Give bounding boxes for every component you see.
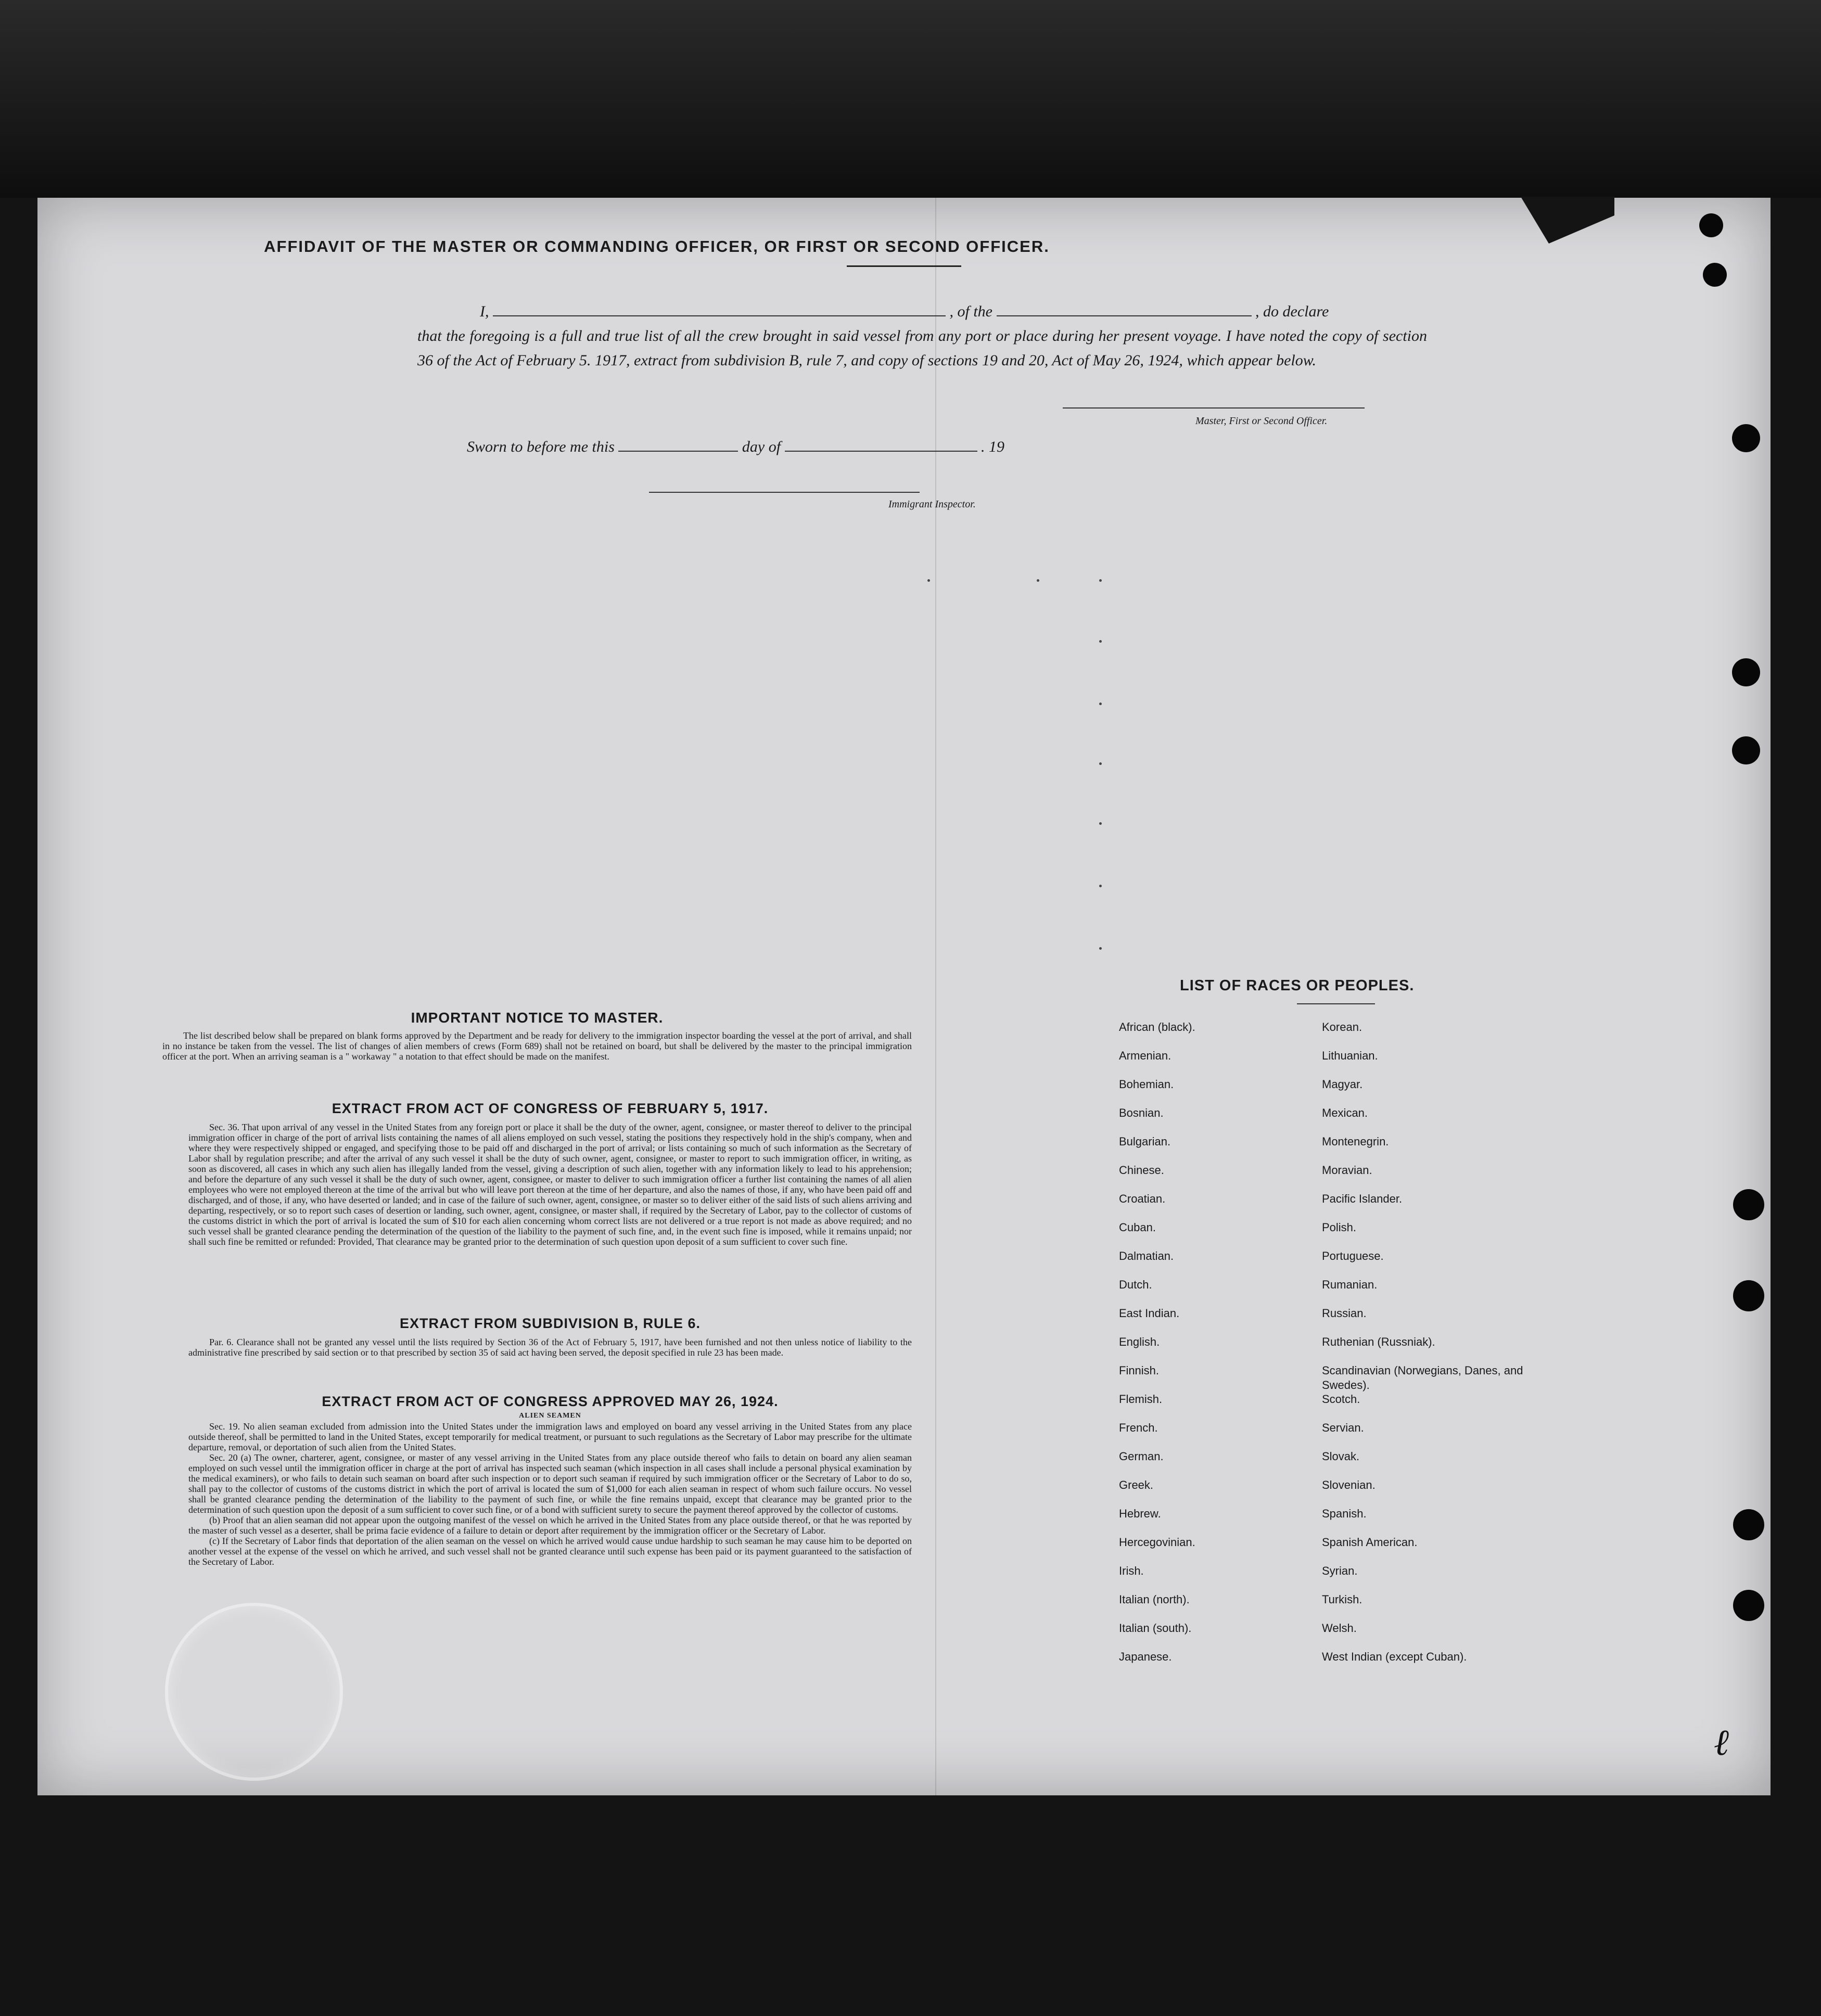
par-6-paragraph: Par. 6. Clearance shall not be granted any vessel until the lists required by Section 36 of the Act of February 5, 1917, have been furnished and not then unless notice of liability to the administrative fine prescribed by said section or to that prescribed by section 35 of said act having been served, the deposit specified in rule 23 has been made. bbox=[188, 1337, 912, 1358]
vessel-blank[interactable] bbox=[997, 315, 1252, 316]
race-item: Hebrew. bbox=[1119, 1507, 1161, 1520]
race-item: Scandinavian (Norwegians, Danes, and Swedes). bbox=[1322, 1364, 1523, 1392]
month-blank[interactable] bbox=[785, 450, 977, 452]
manifest-back-page bbox=[37, 198, 1771, 1795]
race-item: Spanish American. bbox=[1322, 1536, 1418, 1549]
punch-hole bbox=[1733, 1590, 1764, 1621]
race-item: German. bbox=[1119, 1450, 1164, 1463]
punch-hole bbox=[1733, 1189, 1764, 1220]
handwritten-mark: ℓ bbox=[1713, 1723, 1729, 1763]
race-item: Croatian. bbox=[1119, 1192, 1166, 1205]
punch-hole bbox=[1733, 1280, 1764, 1311]
race-item: East Indian. bbox=[1119, 1307, 1180, 1320]
affidavit-do-declare: , do declare bbox=[1255, 303, 1329, 320]
act-1924-text bbox=[188, 1421, 912, 1567]
race-item: Flemish. bbox=[1119, 1393, 1163, 1406]
race-item: Mexican. bbox=[1322, 1106, 1368, 1119]
punch-hole bbox=[1699, 213, 1723, 237]
sec-20a-paragraph: Sec. 20 (a) The owner, charterer, agent, consignee, or master of any vessel arriving in the United States from any place outside thereof who fails to detain on board any alien seaman employed on such vessel until the immigration officer in charge at the port of arrival has inspected such seaman (which inspection in all cases shall include a personal physical examination by the medical examiners), or who fails to detain such seaman on board after such inspection or to deport such seaman if required by such immigration officer or the Secretary of Labor to do so, shall pay to the collector of customs of the customs district in which the port of arrival is located the sum of $1,000 for each alien seaman in respect of whom such failure occurs. No vessel shall be granted clearance pending the determination of the liability to the payment of such fine, or while the fine remains unpaid, except that clearance may be granted prior to the determination of such question upon the deposit of a sum sufficient to cover such fine, or of a bond with sufficient surety to secure the payment thereof approved by the collector of customs. bbox=[188, 1452, 912, 1515]
act-1924-extract bbox=[188, 1394, 912, 1567]
race-item: Russian. bbox=[1322, 1307, 1367, 1320]
race-item: Finnish. bbox=[1119, 1364, 1160, 1377]
races-title: LIST OF RACES OR PEOPLES. bbox=[1180, 977, 1415, 994]
microfilm-border bbox=[0, 0, 1821, 198]
race-item: Bulgarian. bbox=[1119, 1135, 1171, 1148]
table-dot bbox=[1099, 703, 1102, 705]
sec-20c-paragraph: (c) If the Secretary of Labor finds that deportation of the alien seaman on the vessel on which he arrived would cause undue hardship to such seaman he may cause him to be deported on another vessel at the expense of the vessel on which he arrived, and such vessel shall not be granted clearance until such expense has been paid or its payment guaranteed to the satisfaction of the Secretary of Labor. bbox=[188, 1536, 912, 1567]
race-item: Italian (north). bbox=[1119, 1593, 1190, 1606]
race-item: Irish. bbox=[1119, 1564, 1144, 1577]
act-1917-text bbox=[188, 1122, 912, 1247]
torn-corner bbox=[1521, 197, 1614, 244]
race-item: Rumanian. bbox=[1322, 1278, 1378, 1291]
sworn-text-b: day of bbox=[742, 438, 781, 455]
race-item: Syrian. bbox=[1322, 1564, 1358, 1577]
act-1917-extract bbox=[188, 1101, 912, 1247]
embossed-seal bbox=[165, 1603, 343, 1781]
race-item: Greek. bbox=[1119, 1478, 1154, 1491]
punch-hole bbox=[1703, 263, 1727, 287]
race-item: Pacific Islander. bbox=[1322, 1192, 1403, 1205]
affidavit-declaration bbox=[417, 299, 1427, 373]
race-item: Dalmatian. bbox=[1119, 1249, 1174, 1262]
race-item: Japanese. bbox=[1119, 1650, 1172, 1663]
sworn-text-a: Sworn to before me this bbox=[467, 438, 615, 455]
race-item: Armenian. bbox=[1119, 1049, 1171, 1062]
important-notice bbox=[162, 1010, 912, 1062]
act-1917-title: EXTRACT FROM ACT OF CONGRESS OF FEBRUARY 5, 1917. bbox=[332, 1101, 769, 1116]
notice-title: IMPORTANT NOTICE TO MASTER. bbox=[411, 1010, 664, 1026]
punch-hole bbox=[1733, 1509, 1764, 1540]
race-item: Bohemian. bbox=[1119, 1078, 1174, 1091]
sworn-text-c: . 19 bbox=[981, 438, 1005, 455]
table-dot bbox=[1099, 947, 1102, 950]
table-dot bbox=[1099, 640, 1102, 643]
table-dot bbox=[1099, 822, 1102, 825]
rule-6-extract bbox=[188, 1316, 912, 1358]
affidavit-title: AFFIDAVIT OF THE MASTER OR COMMANDING OFFICER, OR FIRST OR SECOND OFFICER. bbox=[264, 237, 1050, 256]
race-item: Dutch. bbox=[1119, 1278, 1152, 1291]
alien-seamen-heading: ALIEN SEAMEN bbox=[519, 1412, 581, 1420]
race-item: Lithuanian. bbox=[1322, 1049, 1378, 1062]
notice-text bbox=[162, 1030, 912, 1062]
race-item: African (black). bbox=[1119, 1020, 1195, 1033]
race-item: Scotch. bbox=[1322, 1393, 1360, 1406]
race-item: Korean. bbox=[1322, 1020, 1362, 1033]
rule-6-text bbox=[188, 1337, 912, 1358]
race-item: Servian. bbox=[1322, 1421, 1364, 1434]
race-item: Magyar. bbox=[1322, 1078, 1363, 1091]
day-blank[interactable] bbox=[618, 450, 738, 452]
race-item: Spanish. bbox=[1322, 1507, 1367, 1520]
table-dot bbox=[1037, 579, 1039, 582]
master-signature-line[interactable] bbox=[1063, 407, 1365, 409]
affidavit-of-the: , of the bbox=[949, 303, 992, 320]
table-dot bbox=[1099, 885, 1102, 887]
race-item: Slovak. bbox=[1322, 1450, 1360, 1463]
race-item: Moravian. bbox=[1322, 1164, 1372, 1177]
sec-20b-paragraph: (b) Proof that an alien seaman did not appear upon the outgoing manifest of the vessel on which he arrived in the United States from any place outside thereof, or that he was reported by the master of such vessel as a deserter, shall be prima facie evidence of a failure to detain or deport after requirement by the immigration officer or the Secretary of Labor. bbox=[188, 1515, 912, 1536]
punch-hole bbox=[1732, 424, 1760, 452]
sec-19-paragraph: Sec. 19. No alien seaman excluded from admission into the United States under the immigration laws and employed on board any vessel arriving in the United States from any place outside thereof, shall be permitted to land in the United States, except temporarily for medical treatment, or pursuant to such regulations as the Secretary of Labor may prescribe for the ultimate departure, removal, or deportation of such alien from the United States. bbox=[188, 1421, 912, 1452]
race-item: Polish. bbox=[1322, 1221, 1357, 1234]
race-item: Turkish. bbox=[1322, 1593, 1362, 1606]
table-dot bbox=[927, 579, 930, 582]
inspector-label: Immigrant Inspector. bbox=[888, 499, 976, 510]
race-item: Bosnian. bbox=[1119, 1106, 1164, 1119]
act-1924-title: EXTRACT FROM ACT OF CONGRESS APPROVED MAY 26, 1924. bbox=[322, 1394, 779, 1409]
master-label: Master, First or Second Officer. bbox=[1195, 415, 1328, 427]
punch-hole bbox=[1732, 736, 1760, 764]
race-item: Italian (south). bbox=[1119, 1622, 1192, 1635]
table-dot bbox=[1099, 762, 1102, 765]
race-item: Ruthenian (Russniak). bbox=[1322, 1335, 1435, 1348]
affidavit-body: that the foregoing is a full and true list of all the crew brought in said vessel from any port or place during her present voyage. I have noted the copy of section 36 of the Act of February 5. 1917, extract from subdivision B, rule 7, and copy of sections 19 and 20, Act of May 26, 1924, which appear below. bbox=[417, 327, 1427, 369]
race-item: English. bbox=[1119, 1335, 1160, 1348]
name-blank[interactable] bbox=[493, 315, 946, 316]
race-item: Hercegovinian. bbox=[1119, 1536, 1195, 1549]
race-item: Welsh. bbox=[1322, 1622, 1357, 1635]
race-item: Slovenian. bbox=[1322, 1478, 1376, 1491]
race-item: French. bbox=[1119, 1421, 1158, 1434]
races-left-column bbox=[1119, 1020, 1195, 1678]
page-fold bbox=[935, 198, 936, 1795]
notice-paragraph: The list described below shall be prepared on blank forms approved by the Department and be ready for delivery to the immigration inspector boarding the vessel at the port of arrival, and shall in no instance be taken from the vessel. The list of changes of alien members of crews (Form 689) shall not be retained on board, but shall be delivered by the master to the principal immigration officer at the port. When an arriving seaman is a " workaway " a notation to that effect should be made on the manifest. bbox=[162, 1030, 912, 1062]
affidavit-i: I, bbox=[480, 303, 489, 320]
races-rule bbox=[1297, 1003, 1375, 1004]
sworn-statement bbox=[467, 438, 1004, 456]
table-dot bbox=[1099, 579, 1102, 582]
race-item: Chinese. bbox=[1119, 1164, 1164, 1177]
sec-36-paragraph: Sec. 36. That upon arrival of any vessel in the United States from any foreign port or place it shall be the duty of the owner, agent, consignee, or master thereof to deliver to the principal immigration officer in charge of the port of arrival lists containing the names of all aliens employed on such vessel, stating the positions they respectively hold in the ship's company, when and where they were respectively shipped or engaged, and specifying those to be paid off and discharged in the port of arrival; or lists containing so much of such information as the Secretary of Labor shall by regulation prescribe; and after the arrival of any such vessel it shall be the duty of such owner, agent, consignee, or master to report to such immigration officer, in writing, as soon as discovered, all cases in which any such alien has illegally landed from the vessel, giving a description of such alien, together with any information likely to lead to his apprehension; and before the departure of any such vessel it shall be the duty of such owner, agent, consignee, or master to deliver to such immigration officer a further list containing the names of all alien employees who were not employed thereon at the time of the arrival but who will leave port thereon at the time of her departure, and also the names of those, if any, who have been paid off and discharged, and of those, if any, who have deserted or landed; and in case of the failure of such owner, agent, consignee, or master so to deliver either of the said lists of such aliens arriving and departing, respectively, or so to report such cases of desertion or landing, such owner, agent, consignee, or master shall, if required by the Secretary of Labor, pay to the collector of customs of the customs district in which the port of arrival is located the sum of $10 for each alien concerning whom correct lists are not delivered or a true report is not made as above required; and no such vessel shall be granted clearance pending the determination of the question of the liability to the payment of such fine, and, in the event such fine is imposed, while it remains unpaid; nor shall such fine be remitted or refunded: Provided, That clearance may be granted prior to the determination of such question upon deposit of a sum sufficient to cover such fine. bbox=[188, 1122, 912, 1247]
title-rule bbox=[847, 265, 961, 267]
race-item: Cuban. bbox=[1119, 1221, 1156, 1234]
race-item: West Indian (except Cuban). bbox=[1322, 1650, 1467, 1663]
races-right-column bbox=[1322, 1020, 1540, 1678]
rule-6-title: EXTRACT FROM SUBDIVISION B, RULE 6. bbox=[399, 1316, 701, 1331]
punch-hole bbox=[1732, 658, 1760, 686]
race-item: Montenegrin. bbox=[1322, 1135, 1389, 1148]
inspector-signature-line[interactable] bbox=[649, 492, 920, 493]
race-item: Portuguese. bbox=[1322, 1249, 1384, 1262]
